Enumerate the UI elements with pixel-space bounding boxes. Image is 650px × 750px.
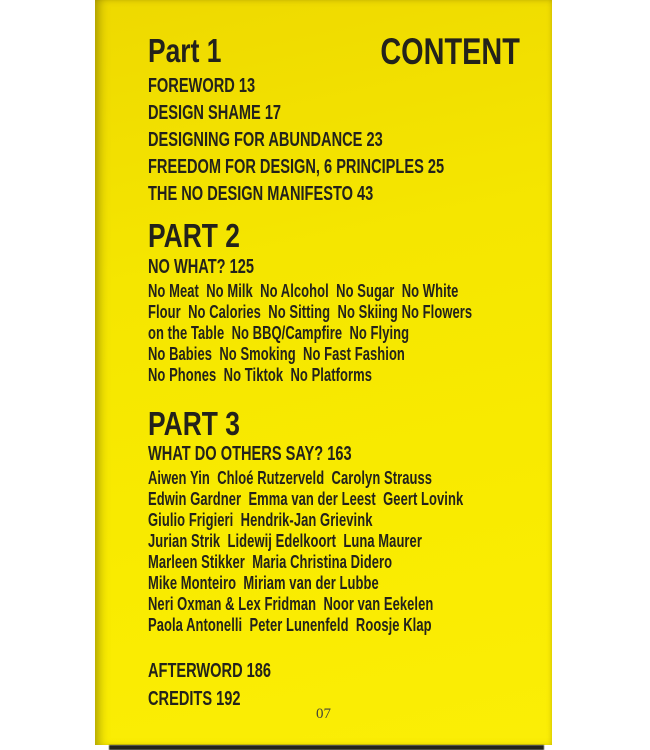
page-number: 07 — [316, 706, 331, 722]
body-line: Paola Antonelli Peter Lunenfeld Roosje Klap — [148, 615, 432, 635]
body-line: No Phones No Tiktok No Platforms — [148, 365, 372, 385]
section-heading: Part 1 — [148, 32, 222, 69]
body-line: No Meat No Milk No Alcohol No Sugar No White — [148, 281, 459, 301]
section-part-1 — [148, 31, 554, 208]
body-line: Flour No Calories No Sitting No Skiing No Flowers — [148, 302, 473, 322]
section-heading: PART 3 — [148, 405, 240, 442]
body-line: Aiwen Yin Chloé Rutzerveld Carolyn Strauss — [148, 468, 433, 488]
body-line: Edwin Gardner Emma van der Leest Geert Lovink — [148, 489, 464, 509]
section-part-2 — [148, 219, 598, 386]
toc-entry: DESIGN SHAME 17 — [148, 102, 282, 124]
body-line: on the Table No BBQ/Campfire No Flying — [148, 323, 410, 343]
section-heading: PART 2 — [148, 217, 240, 254]
toc-entry: FREEDOM FOR DESIGN, 6 PRINCIPLES 25 — [148, 156, 445, 178]
body-line: Neri Oxman & Lex Fridman Noor van Eekelen — [148, 594, 434, 614]
book-page — [95, 0, 552, 745]
section-subheading: NO WHAT? 125 — [148, 256, 254, 278]
section-footer — [148, 657, 317, 713]
book-edge-shadow — [109, 745, 544, 750]
body-line: Mike Monteiro Miriam van der Lubbe — [148, 573, 379, 593]
section-part-3 — [148, 407, 586, 636]
toc-entry: FOREWORD 13 — [148, 75, 256, 97]
body-line: Jurian Strik Lidewij Edelkoort Luna Maurer — [148, 531, 422, 551]
toc-entry: DESIGNING FOR ABUNDANCE 23 — [148, 129, 383, 151]
toc-entry: AFTERWORD 186 — [148, 660, 272, 682]
body-line: Giulio Frigieri Hendrik-Jan Grievink — [148, 510, 373, 530]
page-title: CONTENT — [380, 31, 520, 72]
body-line: Marleen Stikker Maria Christina Didero — [148, 552, 393, 572]
section-subheading: WHAT DO OTHERS SAY? 163 — [148, 443, 352, 465]
body-line: No Babies No Smoking No Fast Fashion — [148, 344, 405, 364]
toc-entry: THE NO DESIGN MANIFESTO 43 — [148, 183, 374, 205]
toc-entry: CREDITS 192 — [148, 688, 241, 710]
